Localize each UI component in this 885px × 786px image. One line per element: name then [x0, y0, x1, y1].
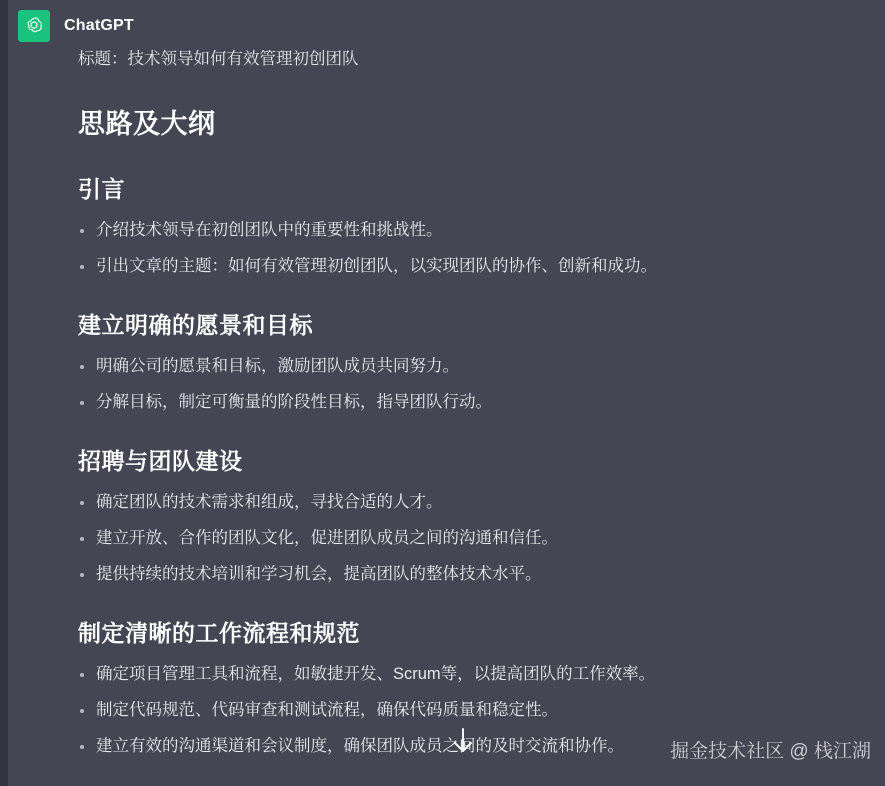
bullet-list — [78, 218, 865, 279]
bullet-list — [78, 490, 865, 587]
list-item: 确定团队的技术需求和组成，寻找合适的人才。 — [78, 490, 865, 515]
block-heading: 制定清晰的工作流程和规范 — [78, 620, 360, 646]
message-author: ChatGPT — [64, 17, 134, 34]
list-item: 制定代码规范、代码审查和测试流程，确保代码质量和稳定性。 — [78, 698, 865, 723]
list-item: 建立有效的沟通渠道和会议制度，确保团队成员之间的及时交流和协作。 — [78, 734, 865, 759]
outline-block — [78, 171, 865, 279]
block-heading: 建立明确的愿景和目标 — [78, 312, 313, 338]
outline-block — [78, 307, 865, 415]
watermark-text: 掘金技术社区 @ 栈江湖 — [670, 741, 871, 762]
openai-logo-icon — [18, 10, 50, 42]
article-title-line: 标题：技术领导如何有效管理初创团队 — [78, 50, 359, 68]
sidebar-rail — [0, 0, 8, 786]
list-item: 提供持续的技术培训和学习机会，提高团队的整体技术水平。 — [78, 562, 865, 587]
outline-heading: 思路及大纲 — [78, 109, 216, 139]
outline-block — [78, 443, 865, 587]
assistant-message — [8, 0, 885, 786]
list-item: 引出文章的主题：如何有效管理初创团队，以实现团队的协作、创新和成功。 — [78, 254, 865, 279]
list-item: 分解目标，制定可衡量的阶段性目标，指导团队行动。 — [78, 390, 865, 415]
bullet-list — [78, 354, 865, 415]
list-item: 明确公司的愿景和目标，激励团队成员共同努力。 — [78, 354, 865, 379]
block-heading: 招聘与团队建设 — [78, 448, 243, 474]
list-item: 确定项目管理工具和流程，如敏捷开发、Scrum等，以提高团队的工作效率。 — [78, 662, 865, 687]
block-heading: 引言 — [78, 176, 125, 202]
message-content — [78, 46, 865, 759]
watermark — [670, 736, 871, 763]
list-item: 建立开放、合作的团队文化，促进团队成员之间的沟通和信任。 — [78, 526, 865, 551]
list-item: 介绍技术领导在初创团队中的重要性和挑战性。 — [78, 218, 865, 243]
arrow-down-icon[interactable] — [452, 726, 474, 756]
message-header — [18, 10, 865, 42]
